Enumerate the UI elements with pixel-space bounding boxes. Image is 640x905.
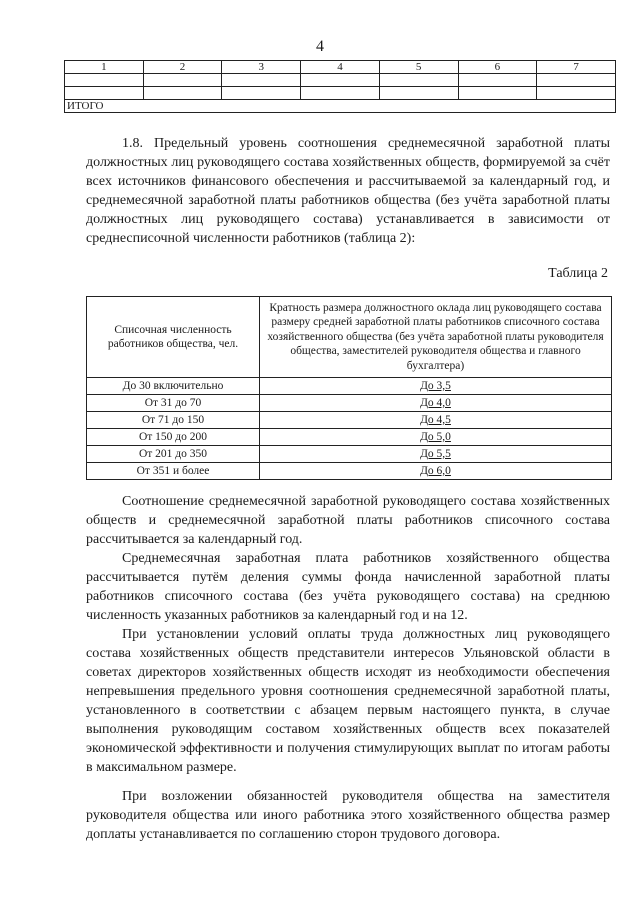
salary-multiple: До 5,5 — [260, 446, 612, 463]
salary-multiple: До 4,5 — [260, 412, 612, 429]
table-row — [87, 429, 612, 446]
paragraph-ratio-calculation: Соотношение среднемесячной заработной руководящего состава хозяйственных обществ и среднемесячной заработной платы работников списочного состава рассчитывается за календарный год. — [86, 494, 610, 547]
table-row — [87, 412, 612, 429]
table-row — [87, 395, 612, 412]
empty-row — [65, 74, 616, 87]
column-number: 6 — [458, 61, 537, 74]
headcount-range: От 201 до 350 — [87, 446, 260, 463]
page-number: 4 — [316, 38, 324, 55]
headcount-range: До 30 включительно — [87, 378, 260, 395]
column-number: 1 — [65, 61, 144, 74]
paragraph-acting-director: При возложении обязанностей руководителя общества на заместителя руководителя общества или иного работника этого хозяйственного общества размер доплаты устанавливается по соглашению сторон трудового договора. — [86, 789, 610, 842]
column-number: 5 — [379, 61, 458, 74]
table-header-row — [87, 297, 612, 378]
headcount-range: От 71 до 150 — [87, 412, 260, 429]
table-caption: Таблица 2 — [548, 266, 608, 281]
salary-multiple: До 5,0 — [260, 429, 612, 446]
headcount-range: От 31 до 70 — [87, 395, 260, 412]
column-number: 7 — [537, 61, 616, 74]
headcount-range: От 351 и более — [87, 463, 260, 480]
header-salary-multiple: Кратность размера должностного оклада лиц руководящего состава размеру средней заработной платы работников списочного состава хозяйственного общества (без учёта заработной платы руководителя общества, заместителей руководителя общества и главного бухгалтера) — [260, 297, 612, 378]
salary-multiple: До 4,0 — [260, 395, 612, 412]
total-label: ИТОГО — [65, 100, 616, 113]
salary-multiple: До 6,0 — [260, 463, 612, 480]
headcount-range: От 150 до 200 — [87, 429, 260, 446]
total-row — [65, 100, 616, 113]
paragraph-board-representatives: При установлении условий оплаты труда должностных лиц руководящего состава хозяйственных обществ представители интересов Ульяновской области в советах директоров хозяйственных обществ исходят из необходимости обеспечения непревышения предельного уровня соотношения среднемесячной заработной платы, установленного в соответствии с абзацем первым настоящего пункта, в случае выполнения руководящим составом хозяйственных обществ всех показателей экономической эффективности и получения стимулирующих выплат по итогам работы в максимальном размере. — [86, 627, 610, 775]
column-number-row — [65, 61, 616, 74]
salary-multiple: До 3,5 — [260, 378, 612, 395]
header-headcount: Списочная численность работников общества, чел. — [87, 297, 260, 378]
continued-table — [64, 60, 616, 113]
paragraph-1-8: 1.8. Предельный уровень соотношения среднемесячной заработной платы должностных лиц руководящего состава хозяйственных обществ, формируемой за счёт всех источников финансового обеспечения и рассчитываемой за календарный год, и среднемесячной заработной платы работников общества (без учёта заработной платы должностных лиц руководящего состава) устанавливается в зависимости от среднесписочной численности работников (таблица 2): — [86, 136, 610, 246]
column-number: 2 — [143, 61, 222, 74]
column-number: 4 — [301, 61, 380, 74]
empty-row — [65, 87, 616, 100]
table-row — [87, 463, 612, 480]
table-row — [87, 446, 612, 463]
table-2 — [86, 296, 612, 480]
column-number: 3 — [222, 61, 301, 74]
table-row — [87, 378, 612, 395]
paragraph-average-salary: Среднемесячная заработная плата работников хозяйственного общества рассчитывается путём деления суммы фонда начисленной заработной платы работников списочного состава (без учёта руководящего состава) на среднюю численность указанных работников за календарный год и на 12. — [86, 551, 610, 623]
